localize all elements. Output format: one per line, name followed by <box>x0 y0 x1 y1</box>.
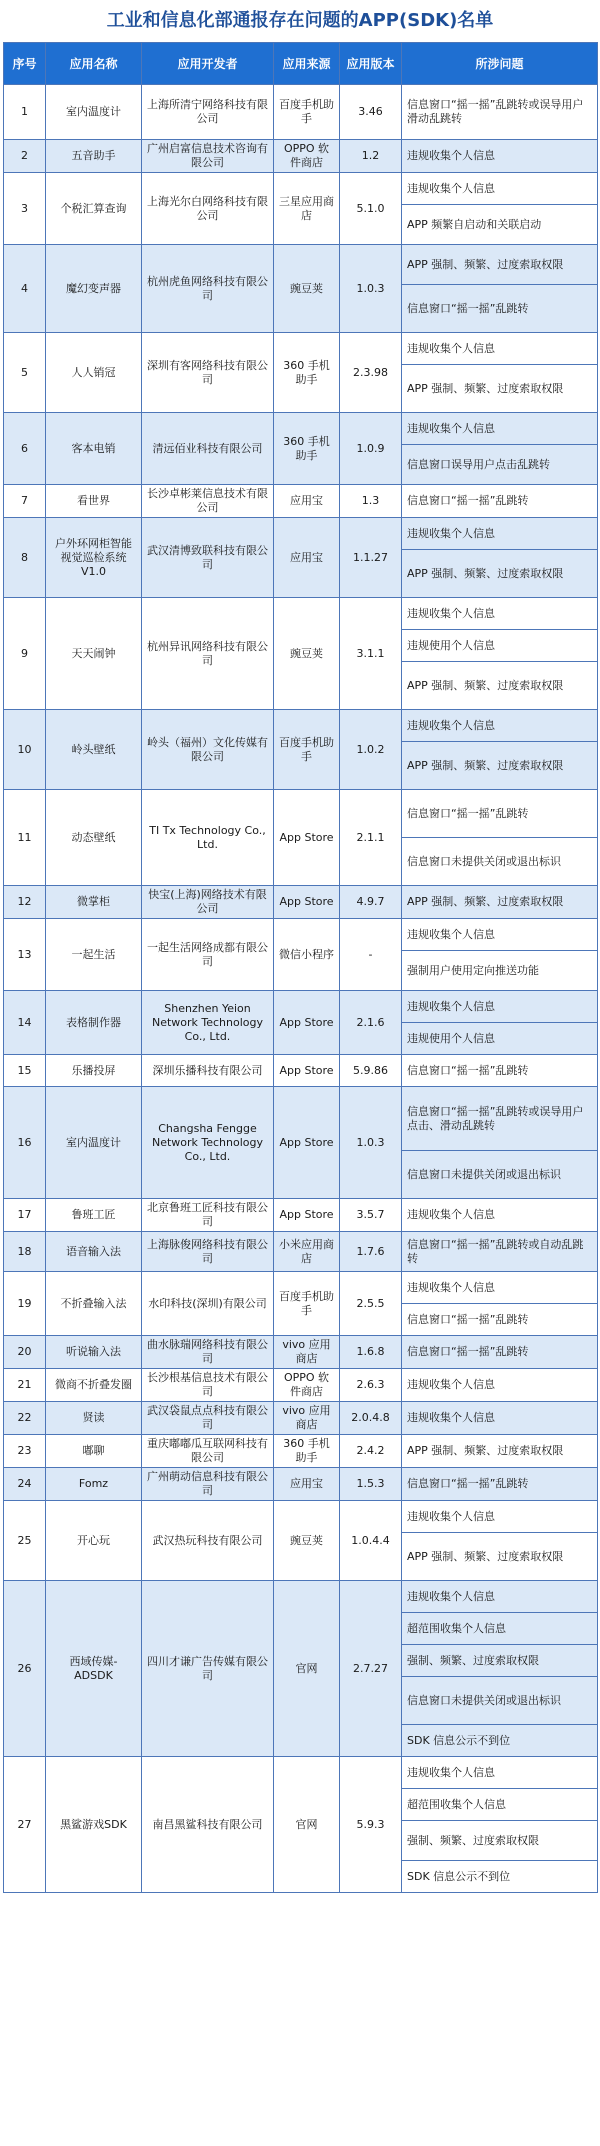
cell-issue: 违规收集个人信息 <box>402 518 598 550</box>
table-row <box>4 245 598 285</box>
cell-issue: 强制用户使用定向推送功能 <box>402 951 598 991</box>
cell-version: - <box>340 919 402 991</box>
cell-app-name: 动态壁纸 <box>46 790 142 886</box>
cell-source: OPPO 软件商店 <box>274 140 340 173</box>
cell-version: 2.1.6 <box>340 991 402 1055</box>
cell-no: 20 <box>4 1336 46 1369</box>
cell-developer: 曲水脉瑞网络科技有限公司 <box>142 1336 274 1369</box>
cell-issue: APP 强制、频繁、过度索取权限 <box>402 245 598 285</box>
cell-source: 360 手机助手 <box>274 413 340 485</box>
cell-issue: 信息窗口未提供关闭或退出标识 <box>402 1677 598 1725</box>
cell-developer: 广州萌动信息科技有限公司 <box>142 1468 274 1501</box>
cell-developer: 广州启富信息技术咨询有限公司 <box>142 140 274 173</box>
cell-no: 13 <box>4 919 46 991</box>
cell-source: vivo 应用商店 <box>274 1336 340 1369</box>
cell-source: App Store <box>274 1199 340 1232</box>
cell-app-name: 西域传媒-ADSDK <box>46 1581 142 1757</box>
cell-version: 2.1.1 <box>340 790 402 886</box>
cell-issue: 信息窗口“摇一摇”乱跳转 <box>402 485 598 518</box>
cell-app-name: 户外环网柜智能视觉巡检系统 V1.0 <box>46 518 142 598</box>
cell-version: 5.1.0 <box>340 173 402 245</box>
table-row <box>4 1087 598 1151</box>
cell-no: 17 <box>4 1199 46 1232</box>
cell-developer: 上海脉俊网络科技有限公司 <box>142 1232 274 1272</box>
cell-version: 1.0.9 <box>340 413 402 485</box>
cell-no: 25 <box>4 1501 46 1581</box>
cell-version: 3.1.1 <box>340 598 402 710</box>
cell-issue: 违规收集个人信息 <box>402 598 598 630</box>
cell-source: App Store <box>274 1055 340 1087</box>
cell-developer: 杭州异讯网络科技有限公司 <box>142 598 274 710</box>
table-row <box>4 1055 598 1087</box>
cell-issue: 超范围收集个人信息 <box>402 1613 598 1645</box>
table-row <box>4 1435 598 1468</box>
cell-source: 豌豆荚 <box>274 1501 340 1581</box>
cell-issue: 信息窗口“摇一摇”乱跳转 <box>402 285 598 333</box>
cell-app-name: 嘟聊 <box>46 1435 142 1468</box>
table-row <box>4 1581 598 1613</box>
header-app-name: 应用名称 <box>46 43 142 85</box>
table-body <box>4 85 598 1893</box>
cell-developer: 杭州虎鱼网络科技有限公司 <box>142 245 274 333</box>
cell-app-name: 乐播投屏 <box>46 1055 142 1087</box>
cell-issue: 超范围收集个人信息 <box>402 1789 598 1821</box>
table-row <box>4 1468 598 1501</box>
cell-no: 24 <box>4 1468 46 1501</box>
cell-issue: 违规收集个人信息 <box>402 1581 598 1613</box>
cell-developer: 武汉袋鼠点点科技有限公司 <box>142 1402 274 1435</box>
table-row <box>4 919 598 951</box>
table-row <box>4 413 598 445</box>
cell-developer: 上海所清宁网络科技有限公司 <box>142 85 274 140</box>
app-list-table <box>3 42 598 1893</box>
cell-app-name: 开心玩 <box>46 1501 142 1581</box>
header-no: 序号 <box>4 43 46 85</box>
table-row <box>4 1199 598 1232</box>
cell-developer: 快宝(上海)网络技术有限公司 <box>142 886 274 919</box>
cell-version: 2.0.4.8 <box>340 1402 402 1435</box>
cell-version: 1.3 <box>340 485 402 518</box>
cell-source: 豌豆荚 <box>274 598 340 710</box>
cell-issue: 信息窗口“摇一摇”乱跳转 <box>402 1468 598 1501</box>
cell-version: 4.9.7 <box>340 886 402 919</box>
cell-source: OPPO 软件商店 <box>274 1369 340 1402</box>
cell-issue: APP 强制、频繁、过度索取权限 <box>402 662 598 710</box>
cell-issue: 违规收集个人信息 <box>402 1272 598 1304</box>
cell-app-name: 客本电销 <box>46 413 142 485</box>
cell-developer: 长沙卓彬莱信息技术有限公司 <box>142 485 274 518</box>
cell-no: 19 <box>4 1272 46 1336</box>
header-issues: 所涉问题 <box>402 43 598 85</box>
cell-source: 官网 <box>274 1757 340 1893</box>
cell-issue: 强制、频繁、过度索取权限 <box>402 1645 598 1677</box>
cell-app-name: 魔幻变声器 <box>46 245 142 333</box>
cell-no: 23 <box>4 1435 46 1468</box>
cell-issue: 信息窗口未提供关闭或退出标识 <box>402 838 598 886</box>
cell-no: 18 <box>4 1232 46 1272</box>
cell-no: 12 <box>4 886 46 919</box>
cell-issue: 违规收集个人信息 <box>402 1402 598 1435</box>
cell-issue: 信息窗口“摇一摇”乱跳转 <box>402 1304 598 1336</box>
cell-no: 21 <box>4 1369 46 1402</box>
cell-issue: 违规收集个人信息 <box>402 1199 598 1232</box>
cell-source: App Store <box>274 790 340 886</box>
cell-no: 22 <box>4 1402 46 1435</box>
cell-no: 14 <box>4 991 46 1055</box>
cell-app-name: 表格制作器 <box>46 991 142 1055</box>
cell-source: 豌豆荚 <box>274 245 340 333</box>
cell-version: 1.0.4.4 <box>340 1501 402 1581</box>
cell-issue: 违规收集个人信息 <box>402 919 598 951</box>
cell-source: 小米应用商店 <box>274 1232 340 1272</box>
cell-no: 26 <box>4 1581 46 1757</box>
cell-developer: Shenzhen Yeion Network Technology Co., Ltd. <box>142 991 274 1055</box>
cell-app-name: 室内温度计 <box>46 85 142 140</box>
cell-source: 应用宝 <box>274 485 340 518</box>
cell-issue: APP 强制、频繁、过度索取权限 <box>402 742 598 790</box>
cell-issue: APP 强制、频繁、过度索取权限 <box>402 886 598 919</box>
cell-source: 百度手机助手 <box>274 710 340 790</box>
cell-no: 3 <box>4 173 46 245</box>
cell-version: 1.1.27 <box>340 518 402 598</box>
table-row <box>4 1402 598 1435</box>
cell-no: 11 <box>4 790 46 886</box>
cell-version: 3.5.7 <box>340 1199 402 1232</box>
header-source: 应用来源 <box>274 43 340 85</box>
cell-issue: 违规收集个人信息 <box>402 1369 598 1402</box>
cell-developer: 一起生活网络成都有限公司 <box>142 919 274 991</box>
cell-issue: 违规收集个人信息 <box>402 710 598 742</box>
cell-issue: 违规收集个人信息 <box>402 173 598 205</box>
cell-issue: 信息窗口“摇一摇”乱跳转或自动乱跳转 <box>402 1232 598 1272</box>
cell-source: 应用宝 <box>274 518 340 598</box>
table-row <box>4 1272 598 1304</box>
cell-version: 2.4.2 <box>340 1435 402 1468</box>
cell-version: 5.9.3 <box>340 1757 402 1893</box>
cell-source: App Store <box>274 1087 340 1199</box>
cell-issue: APP 强制、频繁、过度索取权限 <box>402 550 598 598</box>
cell-developer: 深圳有客网络科技有限公司 <box>142 333 274 413</box>
cell-version: 2.6.3 <box>340 1369 402 1402</box>
table-row <box>4 173 598 205</box>
table-row <box>4 1369 598 1402</box>
cell-issue: SDK 信息公示不到位 <box>402 1725 598 1757</box>
cell-app-name: 一起生活 <box>46 919 142 991</box>
cell-version: 1.0.3 <box>340 1087 402 1199</box>
cell-developer: 长沙根基信息技术有限公司 <box>142 1369 274 1402</box>
cell-app-name: 人人销冠 <box>46 333 142 413</box>
cell-app-name: 语音输入法 <box>46 1232 142 1272</box>
cell-app-name: 贤读 <box>46 1402 142 1435</box>
cell-no: 15 <box>4 1055 46 1087</box>
cell-issue: APP 强制、频繁、过度索取权限 <box>402 1533 598 1581</box>
cell-source: App Store <box>274 991 340 1055</box>
cell-app-name: 个税汇算查询 <box>46 173 142 245</box>
cell-app-name: 微商不折叠发圈 <box>46 1369 142 1402</box>
cell-issue: 违规收集个人信息 <box>402 413 598 445</box>
table-row <box>4 1232 598 1272</box>
table-row <box>4 1757 598 1789</box>
cell-app-name: 微掌柜 <box>46 886 142 919</box>
cell-app-name: 鲁班工匠 <box>46 1199 142 1232</box>
cell-no: 8 <box>4 518 46 598</box>
cell-version: 2.7.27 <box>340 1581 402 1757</box>
cell-issue: 违规收集个人信息 <box>402 991 598 1023</box>
cell-version: 2.3.98 <box>340 333 402 413</box>
table-row <box>4 991 598 1023</box>
cell-developer: 清远佰业科技有限公司 <box>142 413 274 485</box>
table-row <box>4 598 598 630</box>
cell-no: 6 <box>4 413 46 485</box>
cell-developer: 武汉清博致联科技有限公司 <box>142 518 274 598</box>
table-row <box>4 140 598 173</box>
cell-developer: 重庆嘟嘟瓜互联网科技有限公司 <box>142 1435 274 1468</box>
cell-issue: 信息窗口误导用户点击乱跳转 <box>402 445 598 485</box>
cell-developer: 四川才谦广告传媒有限公司 <box>142 1581 274 1757</box>
cell-issue: SDK 信息公示不到位 <box>402 1861 598 1893</box>
cell-issue: 强制、频繁、过度索取权限 <box>402 1821 598 1861</box>
cell-no: 10 <box>4 710 46 790</box>
cell-app-name: 天天闹钟 <box>46 598 142 710</box>
cell-app-name: Fomz <box>46 1468 142 1501</box>
cell-issue: 信息窗口“摇一摇”乱跳转 <box>402 790 598 838</box>
cell-issue: 信息窗口“摇一摇”乱跳转或误导用户滑动乱跳转 <box>402 85 598 140</box>
cell-version: 1.5.3 <box>340 1468 402 1501</box>
cell-no: 4 <box>4 245 46 333</box>
cell-issue: 违规收集个人信息 <box>402 333 598 365</box>
table-row <box>4 886 598 919</box>
cell-no: 16 <box>4 1087 46 1199</box>
cell-developer: TI Tx Technology Co., Ltd. <box>142 790 274 886</box>
cell-version: 5.9.86 <box>340 1055 402 1087</box>
cell-no: 27 <box>4 1757 46 1893</box>
cell-app-name: 不折叠输入法 <box>46 1272 142 1336</box>
cell-issue: 违规收集个人信息 <box>402 140 598 173</box>
cell-source: vivo 应用商店 <box>274 1402 340 1435</box>
cell-no: 7 <box>4 485 46 518</box>
cell-version: 1.2 <box>340 140 402 173</box>
cell-developer: 武汉热玩科技有限公司 <box>142 1501 274 1581</box>
cell-source: 官网 <box>274 1581 340 1757</box>
cell-app-name: 五音助手 <box>46 140 142 173</box>
table-row <box>4 485 598 518</box>
cell-no: 1 <box>4 85 46 140</box>
table-row <box>4 710 598 742</box>
cell-app-name: 室内温度计 <box>46 1087 142 1199</box>
cell-source: 三星应用商店 <box>274 173 340 245</box>
cell-developer: 上海光尔白网络科技有限公司 <box>142 173 274 245</box>
cell-issue: APP 频繁自启动和关联启动 <box>402 205 598 245</box>
cell-source: 应用宝 <box>274 1468 340 1501</box>
cell-app-name: 听说输入法 <box>46 1336 142 1369</box>
cell-issue: 信息窗口“摇一摇”乱跳转 <box>402 1336 598 1369</box>
table-row <box>4 1336 598 1369</box>
table-row <box>4 790 598 838</box>
cell-no: 9 <box>4 598 46 710</box>
table-row <box>4 333 598 365</box>
cell-issue: 信息窗口“摇一摇”乱跳转 <box>402 1055 598 1087</box>
cell-source: 360 手机助手 <box>274 333 340 413</box>
header-version: 应用版本 <box>340 43 402 85</box>
cell-app-name: 看世界 <box>46 485 142 518</box>
table-header-row <box>4 43 598 85</box>
cell-version: 3.46 <box>340 85 402 140</box>
cell-issue: APP 强制、频繁、过度索取权限 <box>402 1435 598 1468</box>
cell-developer: 北京鲁班工匠科技有限公司 <box>142 1199 274 1232</box>
table-row <box>4 518 598 550</box>
cell-source: 微信小程序 <box>274 919 340 991</box>
cell-issue: APP 强制、频繁、过度索取权限 <box>402 365 598 413</box>
header-developer: 应用开发者 <box>142 43 274 85</box>
cell-version: 1.0.2 <box>340 710 402 790</box>
cell-developer: Changsha Fengge Network Technology Co., Ltd. <box>142 1087 274 1199</box>
cell-app-name: 黑鲨游戏SDK <box>46 1757 142 1893</box>
cell-version: 1.6.8 <box>340 1336 402 1369</box>
cell-issue: 违规收集个人信息 <box>402 1501 598 1533</box>
table-row <box>4 85 598 140</box>
cell-version: 1.0.3 <box>340 245 402 333</box>
cell-issue: 信息窗口“摇一摇”乱跳转或误导用户点击、滑动乱跳转 <box>402 1087 598 1151</box>
cell-issue: 违规使用个人信息 <box>402 630 598 662</box>
cell-issue: 违规使用个人信息 <box>402 1023 598 1055</box>
cell-source: 360 手机助手 <box>274 1435 340 1468</box>
cell-no: 2 <box>4 140 46 173</box>
cell-source: 百度手机助手 <box>274 85 340 140</box>
table-row <box>4 1501 598 1533</box>
cell-issue: 违规收集个人信息 <box>402 1757 598 1789</box>
cell-developer: 岭头（福州）文化传媒有限公司 <box>142 710 274 790</box>
cell-source: App Store <box>274 886 340 919</box>
cell-no: 5 <box>4 333 46 413</box>
cell-version: 1.7.6 <box>340 1232 402 1272</box>
cell-developer: 南昌黑鲨科技有限公司 <box>142 1757 274 1893</box>
cell-developer: 水印科技(深圳)有限公司 <box>142 1272 274 1336</box>
page-title: 工业和信息化部通报存在问题的APP(SDK)名单 <box>106 10 494 31</box>
cell-source: 百度手机助手 <box>274 1272 340 1336</box>
cell-issue: 信息窗口未提供关闭或退出标识 <box>402 1151 598 1199</box>
cell-app-name: 岭头壁纸 <box>46 710 142 790</box>
cell-developer: 深圳乐播科技有限公司 <box>142 1055 274 1087</box>
cell-version: 2.5.5 <box>340 1272 402 1336</box>
